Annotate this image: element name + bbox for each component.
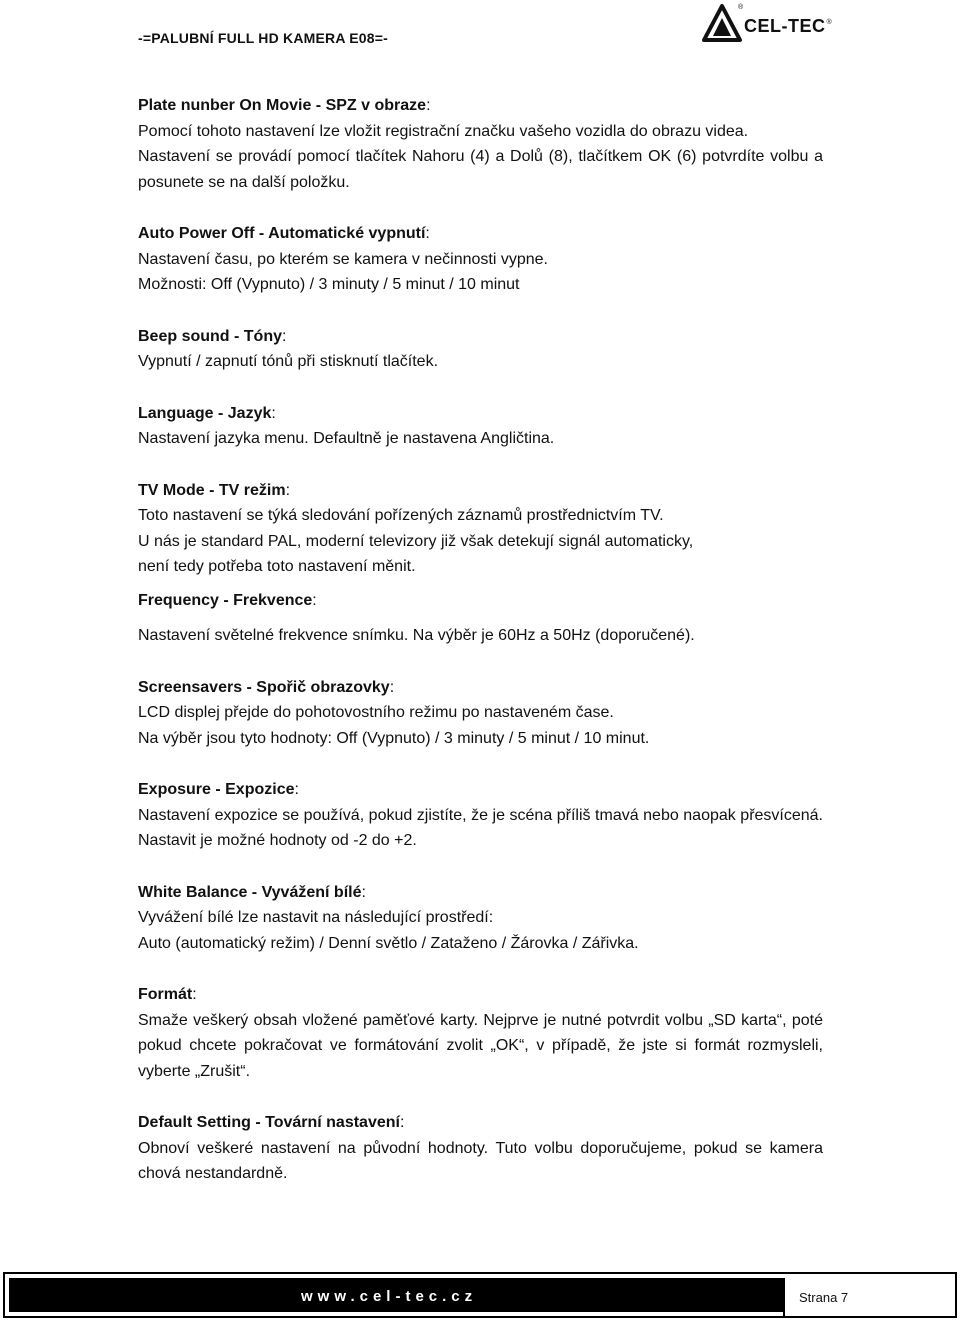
heading-colon: : [271,404,276,422]
heading-colon: : [192,986,197,1003]
cel-tec-logo [700,2,833,46]
footer-website-url: www.cel-tec.cz [301,1288,478,1305]
logo-reg-mark: ® [738,4,744,11]
section-heading-line [138,478,823,504]
section-text: Toto nastavení se týká sledování pořízených záznamů prostřednictvím TV. [138,507,664,524]
section-text: Auto (automatický režim) / Denní světlo / Zataženo / Žárovka / Zářivka. [138,934,639,952]
section-format [138,982,823,1084]
section-heading: Screensavers - Spořič obrazovky [138,678,390,696]
section-text: Vyvážení bílé lze nastavit na následující prostředí: [138,909,494,926]
heading-colon: : [389,678,395,696]
heading-colon: : [425,225,430,242]
section-beep-sound [138,324,823,375]
section-text: Pomocí tohoto nastavení lze vložit registrační značku vašeho vozidla do obrazu videa. [138,122,749,140]
section-heading: TV Mode - TV režim [138,481,286,499]
logo-text [744,16,831,37]
footer-page-box [783,1278,955,1316]
heading-colon: : [426,97,431,114]
heading-colon: : [294,781,299,798]
heading-colon: : [399,1114,405,1131]
section-default-setting [138,1110,823,1187]
section-text: Nastavení světelné frekvence snímku. Na výběr je 60Hz a 50Hz (doporučené). [138,627,695,644]
section-text: Nastavení expozice se používá, pokud zjistíte, že je scéna příliš tmavá nebo naopak přesvícená. Nastavit je možné hodnoty od -2 do +2. [138,806,823,849]
section-text: Obnoví veškeré nastavení na původní hodnoty. Tuto volbu doporučujeme, pokud se kamera chová nestandardně. [138,1139,823,1182]
section-heading-line [138,777,823,803]
section-text: Na výběr jsou tyto hodnoty: Off (Vypnuto) / 3 minuty / 5 minut / 10 minut. [138,729,650,747]
section-exposure [138,777,823,854]
section-heading-line [138,324,823,350]
section-text: Nastavení jazyka menu. Defaultně je nastavena Angličtina. [138,430,555,447]
section-text: Nastavení se provádí pomocí tlačítek Nahoru (4) a Dolů (8), tlačítkem OK (6) potvrdíte volbu a posunete se na další položku. [138,148,823,191]
section-heading: Frequency - Frekvence [138,591,313,609]
page-number: Strana 7 [799,1290,849,1305]
section-text: není tedy potřeba toto nastavení měnit. [138,558,416,575]
section-screensavers [138,675,823,752]
section-heading-line [138,401,823,427]
section-heading: Beep sound - Tóny [138,327,282,345]
heading-colon: : [282,327,287,345]
section-heading: Language - Jazyk [138,404,272,422]
section-heading-line [138,588,823,614]
heading-colon: : [312,591,317,609]
document-header-title: -=PALUBNÍ FULL HD KAMERA E08=- [138,30,388,46]
page-footer [3,1272,957,1318]
heading-colon: : [361,883,366,901]
section-text: Vypnutí / zapnutí tónů při stisknutí tlačítek. [138,353,439,370]
logo-wordmark: CEL-TEC [744,16,826,36]
section-heading: Plate nunber On Movie - SPZ v obraze [138,97,427,114]
section-text: U nás je standard PAL, moderní televizory již však detekují signál automaticky, [138,532,694,550]
section-heading: Exposure - Expozice [138,781,295,798]
document-body [138,93,823,1187]
section-language [138,401,823,452]
section-frequency [138,588,823,649]
section-heading-line [138,982,823,1008]
logo-wordmark-reg: ® [826,19,833,26]
section-text: Nastavení času, po kterém se kamera v nečinnosti vypne. [138,250,548,268]
section-text: Možnosti: Off (Vypnuto) / 3 minuty / 5 minut / 10 minut [138,276,520,293]
section-tv-mode [138,478,823,580]
section-text: LCD displej přejde do pohotovostního režimu po nastaveném čase. [138,704,614,721]
heading-colon: : [285,481,291,499]
section-heading-line [138,221,823,247]
section-heading: Default Setting - Tovární nastavení [138,1114,400,1131]
section-heading-line [138,675,823,701]
section-heading-line [138,93,823,119]
section-heading: White Balance - Vyvážení bílé [138,883,362,901]
section-text: Smaže veškerý obsah vložené paměťové karty. Nejprve je nutné potvrdit volbu „SD karta“, poté pokud chcete pokračovat ve formátování zvolit „OK“, v případě, že jste si formát rozmysleli, vyberte „Zrušit“. [138,1011,823,1080]
section-white-balance [138,880,823,957]
section-heading: Auto Power Off - Automatické vypnutí [138,225,426,242]
section-plate-number [138,93,823,195]
section-auto-power-off [138,221,823,298]
section-heading-line [138,880,823,906]
section-heading: Formát [138,986,193,1003]
section-heading-line [138,1110,823,1136]
footer-bar [9,1278,951,1312]
